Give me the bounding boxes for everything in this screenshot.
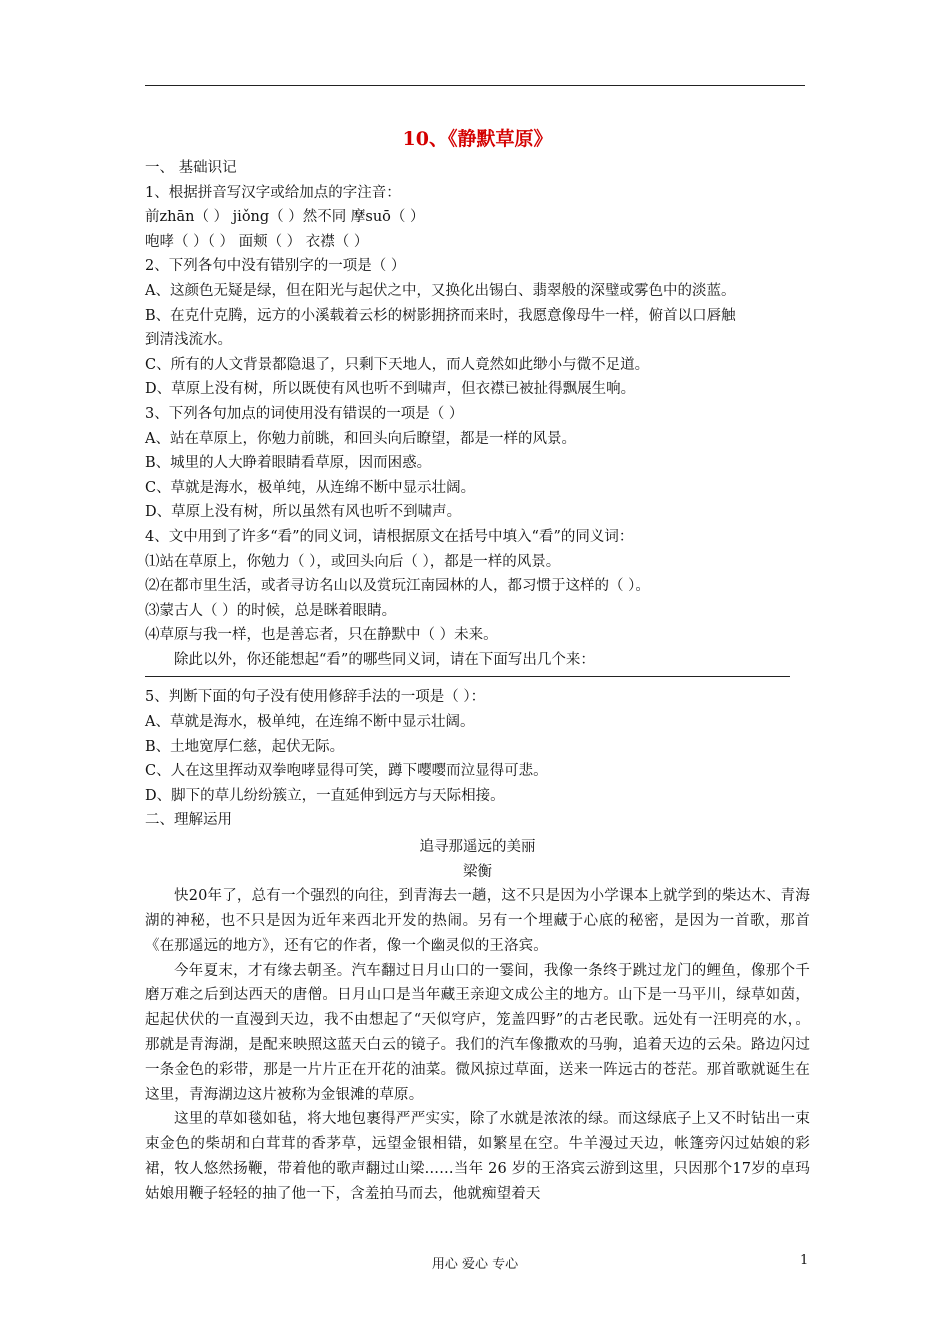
- option-line: B、在克什克腾，远方的小溪载着云杉的树影拥挤而来时，我愿意像母牛一样，俯首以口唇触: [145, 307, 736, 324]
- option-line: A、草就是海水，极单纯，在连绵不断中显示壮阔。: [145, 714, 475, 731]
- question-line: ⑴站在草原上，你勉力（ ），或回头向后（ ），都是一样的风景。: [145, 553, 561, 570]
- reading-passage: [145, 835, 810, 1207]
- passage-paragraph: 快20年了，总有一个强烈的向往，到青海去一趟，这不只是因为小学课本上就学到的柴达木、青海湖的神秘，也不只是因为近年来西北开发的热闹。另有一个埋藏于心底的秘密，是因为一首歌，那首《在那遥远的地方》，还有它的作者，像一个幽灵似的王洛宾。: [145, 888, 810, 954]
- question-line: ⑶蒙古人（ ）的时候，总是眯着眼睛。: [145, 602, 397, 619]
- header-rule: [145, 85, 805, 86]
- passage-author: 梁衡: [463, 863, 492, 880]
- option-line: D、草原上没有树，所以虽然有风也听不到啸声。: [145, 504, 462, 521]
- option-line: B、城里的人大睁着眼睛看草原，因而困惑。: [145, 455, 432, 472]
- option-line: C、人在这里挥动双拳咆哮显得可笑，蹲下嘤嘤而泣显得可悲。: [145, 763, 548, 780]
- option-line: C、所有的人文背景都隐退了，只剩下天地人，而人竟然如此缈小与微不足道。: [145, 356, 650, 373]
- passage-title: 追寻那遥远的美丽: [419, 839, 536, 856]
- document-title: 10、《静默草原》: [402, 128, 553, 150]
- question-line: 4、文中用到了许多“看”的同义词，请根据原文在括号中填入“看”的同义词：: [145, 528, 634, 545]
- option-line: 到清浅流水。: [145, 332, 232, 349]
- document-body: [145, 126, 810, 1207]
- option-line: C、草就是海水，极单纯，从连绵不断中显示壮阔。: [145, 479, 476, 496]
- section-heading: 二、理解运用: [145, 812, 232, 829]
- question-line: 咆哮（ ）（ ） 面颊（ ） 衣襟（ ）: [145, 233, 369, 250]
- option-line: D、草原上没有树，所以既使有风也听不到啸声，但衣襟已被扯得飘展生响。: [145, 381, 636, 398]
- page-number: 1: [800, 1253, 809, 1268]
- answer-blank-line: [145, 676, 790, 677]
- question-line: ⑵在都市里生活，或者寻访名山以及赏玩江南园林的人，都习惯于这样的（ ）。: [145, 578, 650, 595]
- question-line: 前zhān（ ） jiǒng（ ）然不同 摩suō（ ）: [145, 209, 425, 226]
- question-line: 除此以外，你还能想起“看”的哪些同义词，请在下面写出几个来：: [174, 651, 595, 668]
- passage-paragraph: 今年夏末，才有缘去朝圣。汽车翻过日月山口的一霎间，我像一条终于跳过龙门的鲤鱼，像那个千磨万难之后到达西天的唐僧。日月山口是当年藏王亲迎文成公主的地方。山下是一马平川，绿草如茵，起起伏伏的一直漫到天边，我不由想起了“天似穹庐，笼盖四野”的古老民歌。远处有一汪明亮的水，。那就是青海湖，是配来映照这蓝天白云的镜子。我们的汽车像撒欢的马驹，追着天边的云朵。路边闪过一条金色的彩带，那是一片片正在开花的油菜。微风掠过草面，送来一阵远古的苍茫。那首歌就诞生在这里，青海湖边这片被称为金银滩的草原。: [145, 962, 810, 1103]
- question-line: 1、根据拼音写汉字或给加点的字注音：: [145, 184, 401, 201]
- option-line: A、站在草原上，你勉力前眺，和回头向后瞭望，都是一样的风景。: [145, 430, 576, 447]
- option-line: A、这颜色无疑是绿，但在阳光与起伏之中，又换化出锡白、翡翠般的深璧或雾色中的淡蓝。: [145, 282, 736, 299]
- passage-paragraph: 这里的草如毯如毡，将大地包裹得严严实实，除了水就是浓浓的绿。而这绿底子上又不时钻出一束束金色的柴胡和白茸茸的香茅草，远望金银相错，如繁星在空。牛羊漫过天边，帐篷旁闪过姑娘的彩裙，牧人悠然扬鞭，带着他的歌声翻过山梁……当年 26 岁的王洛宾云游到这里，只因那个17岁的卓玛姑娘用鞭子轻轻的抽了他一下，含羞拍马而去，他就痴望着天: [145, 1111, 810, 1202]
- question-line: 5、判断下面的句子没有使用修辞手法的一项是（ ）：: [145, 689, 486, 706]
- question-line: ⑷草原与我一样，也是善忘者，只在静默中（ ）未来。: [145, 627, 498, 644]
- option-line: B、土地宽厚仁慈，起伏无际。: [145, 738, 345, 755]
- question-line: 3、下列各句加点的词使用没有错误的一项是（ ）: [145, 405, 464, 422]
- option-line: D、脚下的草儿纷纷簇立，一直延伸到远方与天际相接。: [145, 787, 505, 804]
- question-line: 2、下列各句中没有错别字的一项是（ ）: [145, 258, 406, 275]
- section-heading: 一、 基础识记: [145, 160, 237, 176]
- footer-text: 用心 爱心 专心: [431, 1257, 519, 1272]
